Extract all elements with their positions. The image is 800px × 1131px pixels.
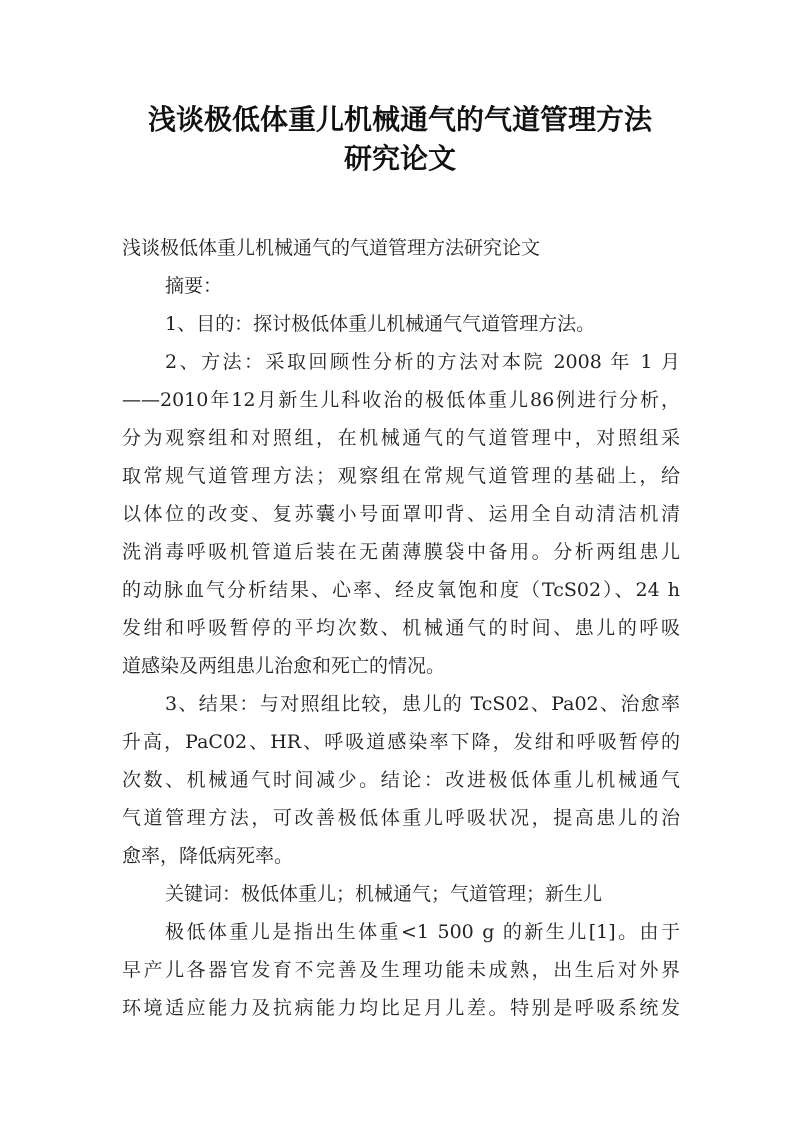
document-title [0, 100, 800, 178]
text-line: 取常规气道管理方法；观察组在常规气道管理的基础上，给 [122, 465, 680, 487]
paragraph-subtitle [122, 229, 680, 267]
paragraph-objective [122, 305, 680, 343]
text-line: 浅谈极低体重儿机械通气的气道管理方法研究论文 [122, 237, 541, 259]
text-line: 的动脉血气分析结果、心率、经皮氧饱和度（TcS02）、24 h [122, 579, 680, 601]
title-line: 浅谈极低体重儿机械通气的气道管理方法 [147, 103, 652, 136]
text-line: ——2010年12月新生儿科收治的极低体重儿86例进行分析， [122, 389, 680, 411]
text-line: 1、目的：探讨极低体重儿机械通气气道管理方法。 [165, 313, 596, 335]
text-line: 以体位的改变、复苏囊小号面罩叩背、运用全自动清洁机清 [122, 503, 680, 525]
paragraph-intro [122, 913, 680, 1027]
text-line: 环境适应能力及抗病能力均比足月儿差。特别是呼吸系统发 [122, 997, 680, 1019]
text-line: 洗消毒呼吸机管道后装在无菌薄膜袋中备用。分析两组患儿 [122, 541, 680, 563]
document-body [122, 229, 680, 1027]
text-line: 分为观察组和对照组，在机械通气的气道管理中，对照组采 [122, 427, 680, 449]
text-line: 3、结果：与对照组比较，患儿的 TcS02、Pa02、治愈率 [165, 693, 680, 715]
text-line: 愈率，降低病死率。 [122, 845, 294, 867]
text-line: 早产儿各器官发育不完善及生理功能未成熟，出生后对外界 [122, 959, 680, 981]
text-line: 关键词：极低体重儿；机械通气；气道管理；新生儿 [165, 883, 603, 905]
paragraph-result [122, 685, 680, 875]
text-line: 道感染及两组患儿治愈和死亡的情况。 [122, 655, 446, 677]
text-line: 摘要： [165, 275, 223, 297]
text-line: 次数、机械通气时间减少。结论：改进极低体重儿机械通气 [122, 769, 680, 791]
paragraph-abstract-label [122, 267, 680, 305]
text-line: 发绀和呼吸暂停的平均次数、机械通气的时间、患儿的呼吸 [122, 617, 680, 639]
title-line: 研究论文 [343, 142, 456, 175]
text-line: 2、方法：采取回顾性分析的方法对本院 2008 年 1 月 [165, 351, 680, 373]
paragraph-keywords [122, 875, 680, 913]
text-line: 极低体重儿是指出生体重<1 500 g 的新生儿[1]。由于 [165, 921, 680, 943]
text-line: 气道管理方法，可改善极低体重儿呼吸状况，提高患儿的治 [122, 807, 680, 829]
text-line: 升高，PaC02、HR、呼吸道感染率下降，发绀和呼吸暂停的 [122, 731, 680, 753]
paragraph-method [122, 343, 680, 685]
